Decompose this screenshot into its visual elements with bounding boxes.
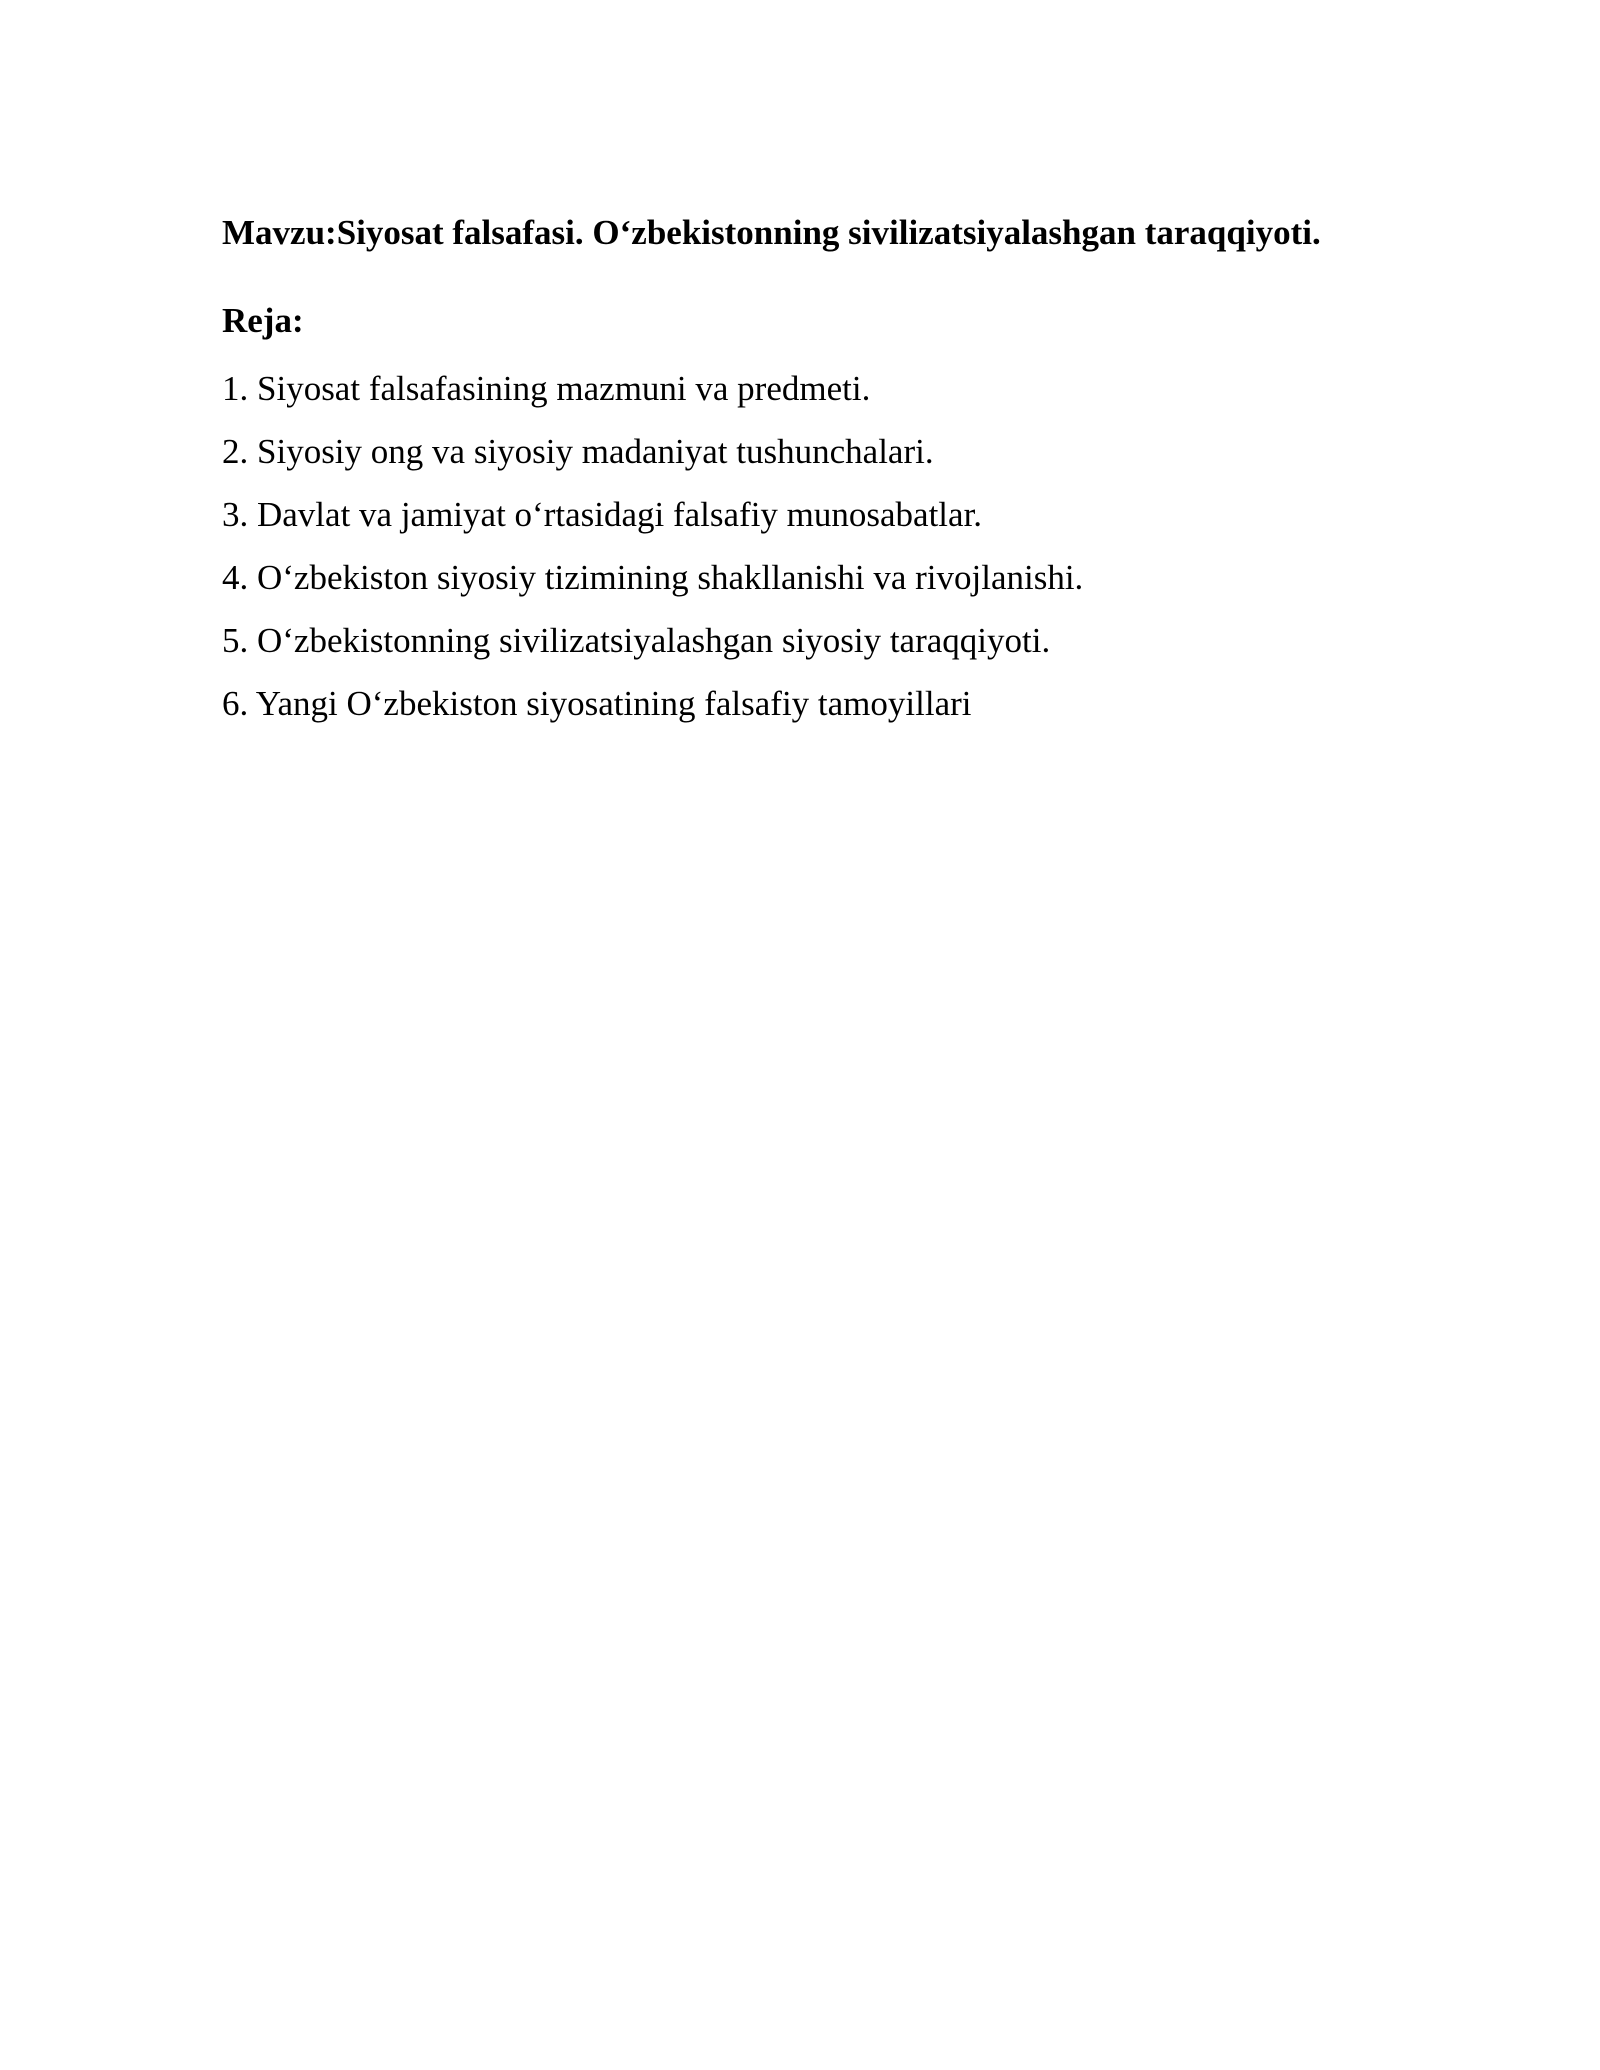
plan-item: 4. O‘zbekiston siyosiy tizimining shakllanishi va rivojlanishi. (222, 558, 1084, 597)
plan-list (222, 357, 1422, 735)
plan-item: 6. Yangi O‘zbekiston siyosatining falsafiy tamoyillari (222, 684, 972, 723)
plan-item: 1. Siyosat falsafasining mazmuni va predmeti. (222, 369, 871, 408)
plan-item: 2. Siyosiy ong va siyosiy madaniyat tushunchalari. (222, 432, 934, 471)
plan-item: 5. O‘zbekistonning sivilizatsiyalashgan siyosiy taraqqiyoti. (222, 621, 1051, 660)
document-content (222, 205, 1422, 735)
plan-heading: Reja: (222, 301, 304, 340)
topic-title: Mavzu:Siyosat falsafasi. O‘zbekistonning sivilizatsiyalashgan taraqqiyoti. (222, 213, 1321, 252)
plan-item: 3. Davlat va jamiyat o‘rtasidagi falsafiy munosabatlar. (222, 495, 983, 534)
